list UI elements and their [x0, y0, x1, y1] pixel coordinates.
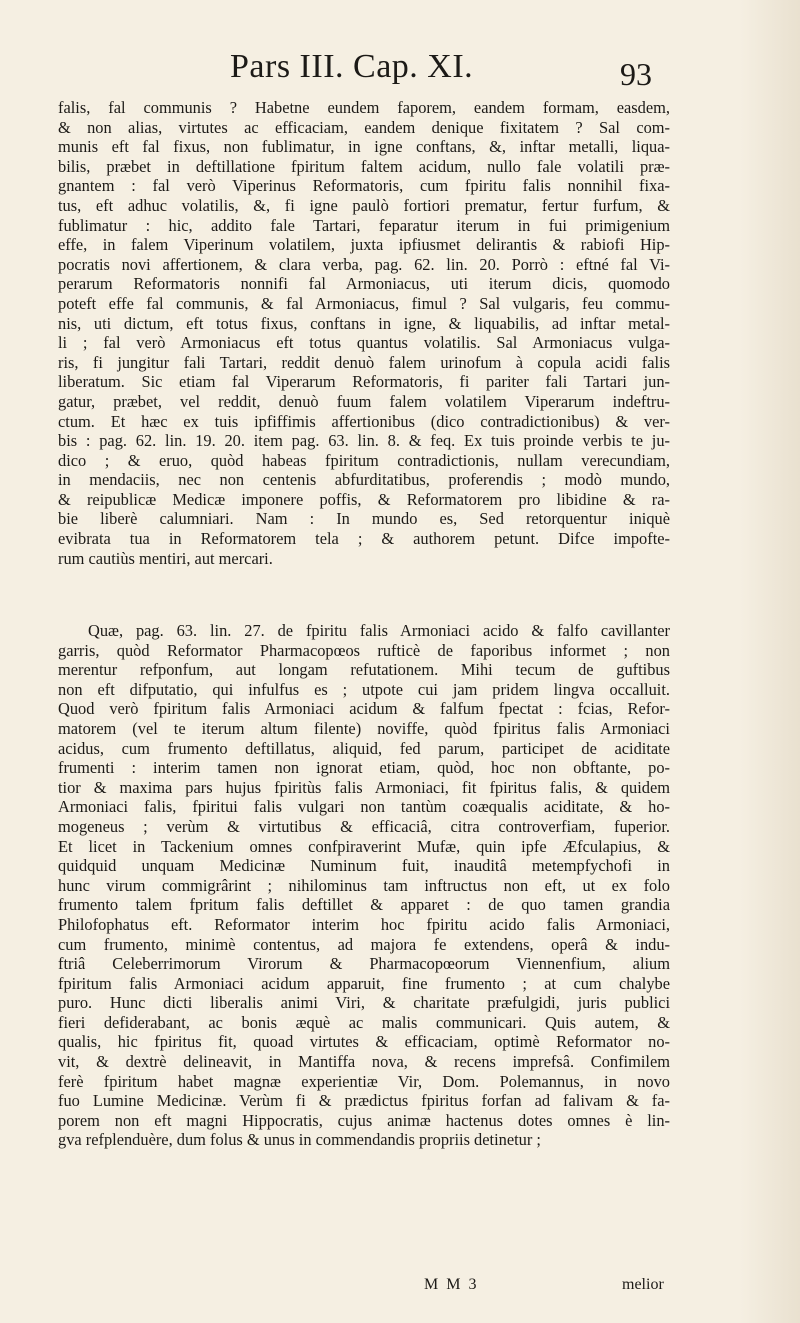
text-line: matorem (vel te iterum altum filente) noviffe, quòd fpiritus falis Armoniaci [58, 718, 670, 738]
text-line: gva refplenduère, dum folus & unus in commendandis propriis detinetur ; [58, 1130, 541, 1150]
text-line: tus, eft adhuc volatilis, &, fi igne paulò fortiori prematur, fertur furfum, & [58, 195, 670, 215]
text-line: bilis, præbet in deftillatione fpiritum faltem acidum, nullo fale volatili præ- [58, 156, 670, 176]
text-line: fieri defiderabant, ac bonis æquè ac malis communicari. Quis autem, & [58, 1012, 670, 1032]
text-line: poteft effe fal communis, & fal Armoniacus, fimul ? Sal vulgaris, feu commu- [58, 293, 670, 313]
text-line: ris, fi jungitur fali Tartari, reddit denuò falem urinofum à copula acidi falis [58, 352, 670, 372]
text-line: porem non eft magni Hippocratis, cujus animæ hactenus dotes omnes è lin- [58, 1110, 670, 1130]
text-line: effe, in falem Viperinum volatilem, juxta ipfiusmet delirantis & rabiofi Hip- [58, 235, 670, 255]
text-line: merentur refponfum, aut longam refutationem. Mihi tecum de guftibus [58, 660, 670, 680]
page-number: 93 [620, 56, 652, 92]
text-line: cum frumento, minimè contentus, ad majora fe extendens, operâ & indu- [58, 934, 670, 954]
text-line: & non alias, virtutes ac efficaciam, eandem denique fixitatem ? Sal com- [58, 117, 670, 137]
text-line: Et licet in Tackenium omnes confpiraverint Mufæ, quin ipfe Æfculapius, & [58, 836, 670, 856]
signature-mark: M M 3 [424, 1276, 479, 1293]
text-line: mogeneus ; verùm & virtutibus & efficaciâ, citra controverfiam, fuperior. [58, 816, 670, 836]
page-footer [0, 1276, 800, 1296]
text-line: falis, fal communis ? Habetne eundem faporem, eandem formam, easdem, [58, 98, 670, 117]
text-line: frumenti : interim tamen non ignorat etiam, quòd, hoc non obftante, po- [58, 758, 670, 778]
catchword: melior [622, 1276, 664, 1293]
text-line: bie liberè calumniari. Nam : In mundo es, Sed retorquentur iniquè [58, 509, 670, 529]
text-line: puro. Hunc dicti liberalis animi Viri, & charitate præfulgidi, juris publici [58, 993, 670, 1013]
paragraph-2 [58, 621, 670, 1150]
text-line: quidquid unquam Medicinæ Numinum fuit, inauditâ metempfychofi in [58, 856, 670, 876]
page-shadow [740, 0, 800, 1323]
text-line: tior & maxima pars hujus fpiritùs falis Armoniaci, fit fpiritus falis, & quidem [58, 777, 670, 797]
text-line: dico ; & eruo, quòd habeas fpiritum contradictionis, nullam verecundiam, [58, 450, 670, 470]
text-line: hunc virum commigrârint ; nihilominus tam inftructus non eft, ut ex folo [58, 875, 670, 895]
text-line: ferè fpiritum habet magnæ experientiæ Vir, Dom. Polemannus, in novo [58, 1071, 670, 1091]
text-line: pocratis novi affertionem, & clara verba, pag. 62. lin. 20. Porrò : eftné fal Vi- [58, 254, 670, 274]
text-line: non eft difputatio, qui infulfus es ; utpote cui jam pridem lingva occalluit. [58, 679, 670, 699]
text-line: gnantem : fal verò Viperinus Reformatoris, cum fpiritu falis nonnihil fixa- [58, 176, 670, 196]
text-line: evibrata tua in Reformatorem tela ; & authorem petunt. Difce impofte- [58, 529, 670, 549]
text-line: in mendaciis, nec non centenis abfurditatibus, proferendis ; modò mundo, [58, 470, 670, 490]
text-line: Quæ, pag. 63. lin. 27. de fpiritu falis Armoniaci acido & falfo cavillanter [88, 621, 670, 640]
page-header [0, 48, 800, 98]
text-line: ftriâ Celeberrimorum Virorum & Pharmacopœorum Viennenfium, alium [58, 954, 670, 974]
text-line: frumento talem fpritum falis deftillet & apparet : de quo tamen grandia [58, 895, 670, 915]
text-line: Armoniaci falis, fpiritui falis vulgari non tantùm coæqualis aciditate, & ho- [58, 797, 670, 817]
text-line: vit, & dextrè delineavit, in Mantiffa nova, & recens imprefsâ. Confimilem [58, 1052, 670, 1072]
text-line: liberatum. Sic etiam fal Viperarum Reformatoris, fi pariter fali Tartari jun- [58, 372, 670, 392]
paragraph-1 [58, 98, 670, 568]
text-line: garris, quòd Reformator Pharmacopœos rufticè de faporibus informet ; non [58, 640, 670, 660]
text-line: Philofophatus eft. Reformator interim hoc fpiritu acido falis Armoniaci, [58, 914, 670, 934]
text-line: Quod verò fpiritum falis Armoniaci acidum & falfum fpectat : fcias, Refor- [58, 699, 670, 719]
text-line: qualis, hic fpiritus fit, quoad virtutes & efficaciam, optimè Reformator no- [58, 1032, 670, 1052]
running-title: Pars III. Cap. XI. [230, 48, 474, 85]
text-line: bis : pag. 62. lin. 19. 20. item pag. 63. lin. 8. & feq. Ex tuis proinde verbis te ju- [58, 431, 670, 451]
text-line: gatur, præbet, vel reddit, denuò fuum falem volatilem Viperarum indeftru- [58, 391, 670, 411]
text-line: acidus, cum frumento deftillatus, aliquid, fed parum, participet de aciditate [58, 738, 670, 758]
text-line: munis eft fal fixus, non fublimatur, in igne conftans, &, inftar metalli, liqua- [58, 137, 670, 157]
text-line: ctum. Et hæc ex tuis ipfiffimis affertionibus (dico contradictionibus) & ver- [58, 411, 670, 431]
text-line: fuo Lumine Medicinæ. Verùm fi & prædictus fpiritus forfan ad falivam & fa- [58, 1091, 670, 1111]
text-line: perarum Reformatoris nonnifi fal Armoniacus, uti iterum dicis, quomodo [58, 274, 670, 294]
text-line: nis, uti dictum, eft totus fixus, conftans in igne, & liquabilis, ad inftar metal- [58, 313, 670, 333]
text-line: fpiritum falis Armoniaci acidum apparuit, fine frumento ; at cum chalybe [58, 973, 670, 993]
text-line: fublimatur : hic, addito fale Tartari, feparatur iterum in fui primigenium [58, 215, 670, 235]
text-line: & reipublicæ Medicæ imponere poffis, & Reformatorem pro libidine & ra- [58, 489, 670, 509]
text-line: rum cautiùs mentiri, aut mercari. [58, 548, 273, 568]
text-line: li ; fal verò Armoniacus eft totus quantus volatilis. Sal Armoniacus vulga- [58, 333, 670, 353]
